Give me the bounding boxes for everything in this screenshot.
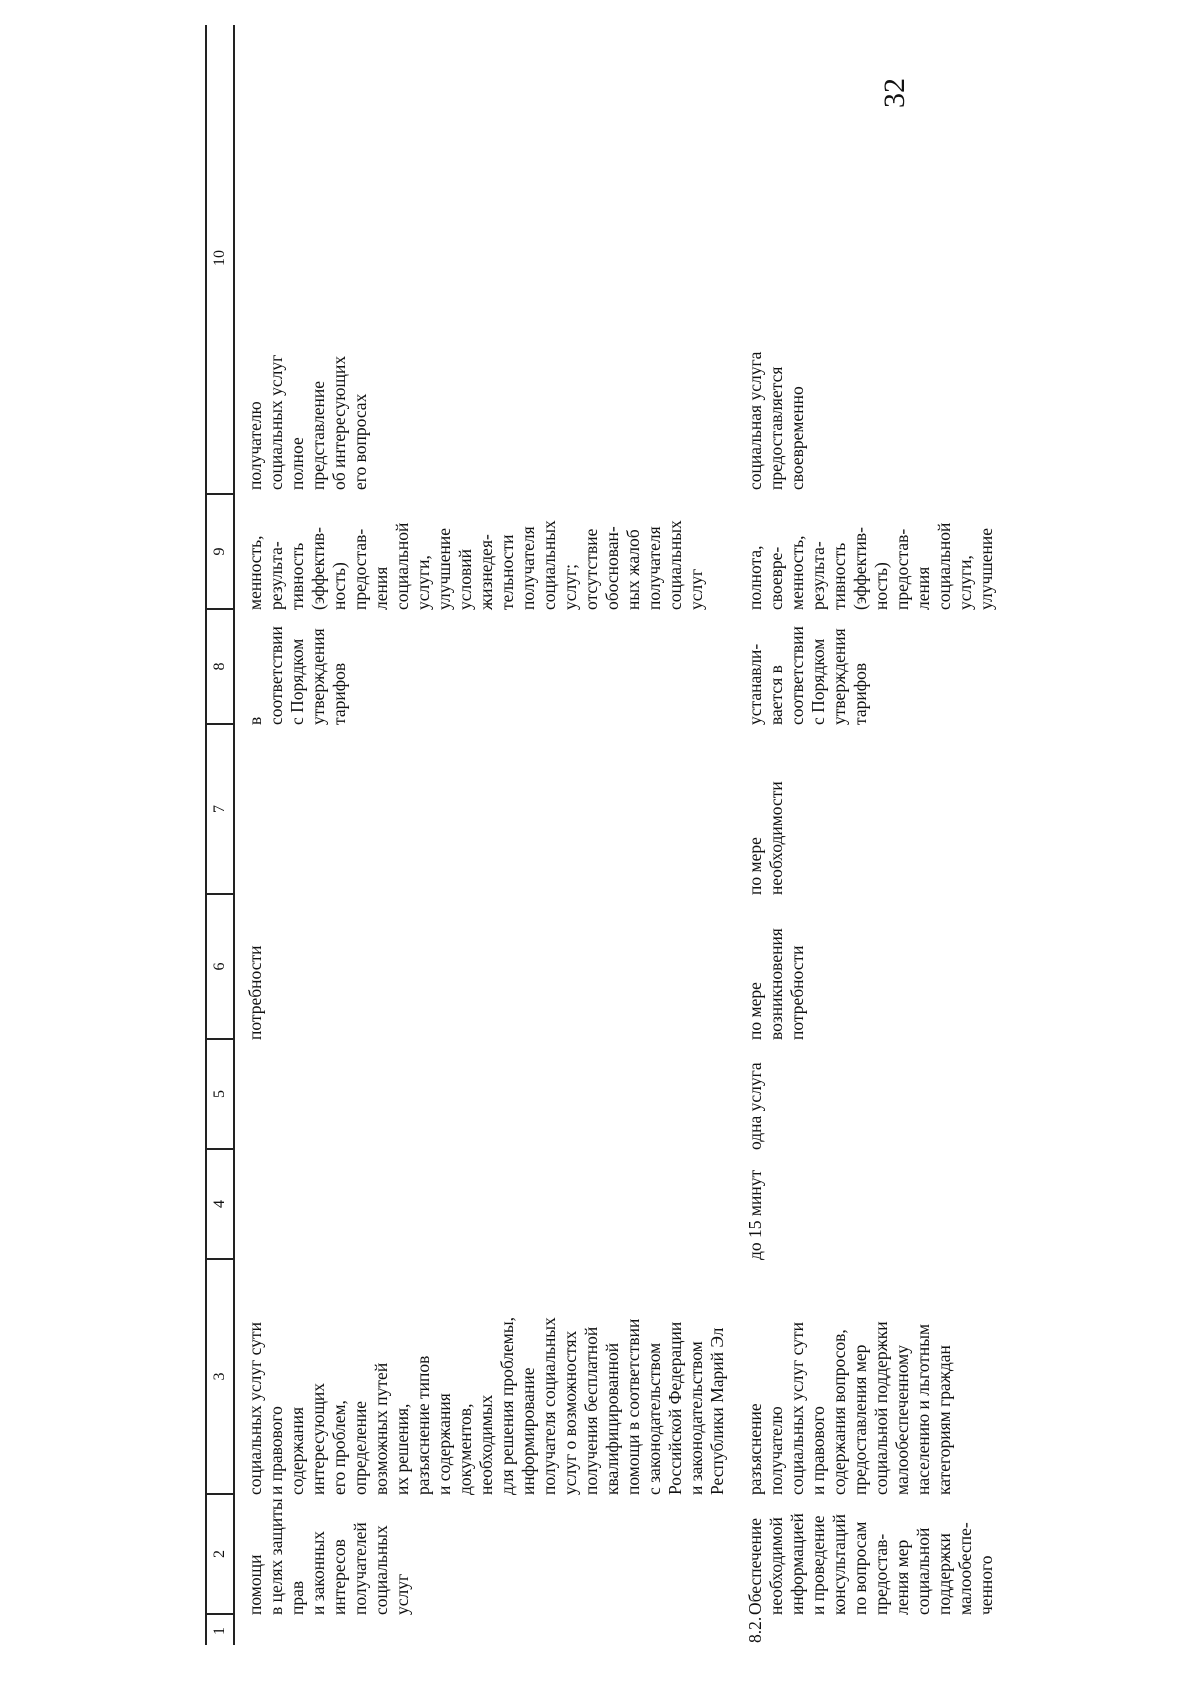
page-number: 32 (878, 78, 911, 108)
row1-quality-indicators: менность, результа- тивность (эффектив- ность) предостав- ления социальной услуги, улучшение условий жизнедея- тельности получателя социальных услуг; отсутствие обоснован- ных жалоб получателя социальных услуг (245, 520, 706, 610)
row1-result: получателю социальных услуг полное представление об интересующих его вопросах (245, 354, 370, 490)
column-header-8: 8 (207, 610, 233, 725)
row2-tariff: устанавли- вается в соответствии с Порядком утверждения тарифов (745, 626, 870, 725)
column-header-5: 5 (207, 1040, 233, 1150)
row2-service-name: Обеспечение необходимой информацией и проведение консультаций по вопросам предостав- ления мер социальной поддержки малообеспе- ченного (745, 1513, 996, 1615)
column-header-9: 9 (207, 495, 233, 610)
row2-number: 8.2. (745, 1616, 765, 1643)
row1-tariff: в соответствии с Порядком утверждения тарифов (245, 626, 349, 725)
column-header-1: 1 (211, 1627, 228, 1635)
services-table (205, 25, 1195, 1645)
row1-periodicity: потребности (245, 945, 265, 1040)
column-header-7: 7 (207, 725, 233, 895)
column-header-4: 4 (207, 1150, 233, 1260)
column-header-10: 10 (207, 23, 233, 495)
row1-service-description: социальных услуг сути и правового содержания интересующих его проблем, определение возможных путей их решения, разъяснение типов и содержания документов, необходимых для решения проблемы, информирование получателя социальных услуг о возможностях получения бесплатной квалифицированной помощи в соответствии с законодательством Российской Федерации и законодательством Республики Марий Эл (245, 1316, 727, 1495)
row2-unit: одна услуга (745, 1062, 765, 1150)
row2-quality-indicators: полнота, своевре- менность, результа- тивность (эффектив- ность) предостав- ления социальной услуги, улучшение (745, 522, 996, 610)
column-header-3: 3 (207, 1260, 233, 1495)
row2-service-description: разъяснение получателю социальных услуг сути и правового содержания вопросов, предоставления мер социальной поддержки малообеспеченному населению и льготным категориям граждан (745, 1321, 954, 1495)
column-number-row (205, 25, 235, 1645)
row2-result: социальная услуга предоставляется своевременно (745, 351, 807, 490)
column-header-2: 2 (207, 1495, 233, 1615)
row1-service-name: помощи в целях защиты прав и законных интересов получателей социальных услуг (245, 1498, 412, 1615)
row2-volume: по мере необходимости (745, 781, 786, 895)
column-header-6: 6 (207, 895, 233, 1040)
row2-periodicity: по мере возникновения потребности (745, 928, 807, 1040)
row2-duration: до 15 минут (745, 1169, 765, 1260)
